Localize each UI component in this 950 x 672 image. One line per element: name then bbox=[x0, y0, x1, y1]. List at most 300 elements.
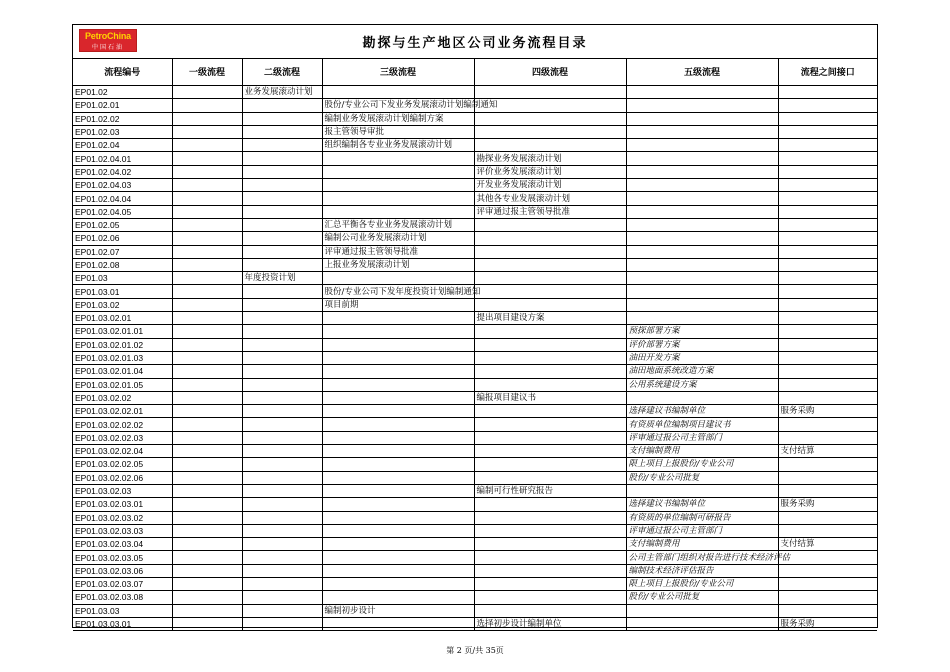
table-row bbox=[73, 498, 877, 511]
cell-level1 bbox=[172, 445, 242, 458]
cell-level5 bbox=[626, 112, 778, 125]
cell-level5 bbox=[626, 298, 778, 311]
table-row bbox=[73, 445, 877, 458]
cell-interface bbox=[778, 378, 877, 391]
cell-level2 bbox=[242, 471, 322, 484]
cell-level3: 编制初步设计 bbox=[322, 604, 474, 617]
logo-brand: PetroChina bbox=[84, 31, 131, 41]
cell-level3 bbox=[322, 458, 474, 471]
cell-level5 bbox=[626, 232, 778, 245]
cell-interface: 服务采购 bbox=[778, 498, 877, 511]
cell-code: EP01.03.02.01.02 bbox=[73, 338, 172, 351]
cell-level3 bbox=[322, 445, 474, 458]
table-row bbox=[73, 232, 877, 245]
cell-level2 bbox=[242, 351, 322, 364]
cell-code: EP01.03.02.03.04 bbox=[73, 538, 172, 551]
cell-level3 bbox=[322, 152, 474, 165]
cell-code: EP01.03.02.01.01 bbox=[73, 325, 172, 338]
cell-level4 bbox=[474, 551, 626, 564]
cell-level4: 评价业务发展滚动计划 bbox=[474, 165, 626, 178]
logo-subtitle: 中国石油 bbox=[91, 44, 124, 51]
cell-level2 bbox=[242, 165, 322, 178]
table-row bbox=[73, 112, 877, 125]
table-row bbox=[73, 538, 877, 551]
table-row bbox=[73, 312, 877, 325]
cell-interface bbox=[778, 245, 877, 258]
cell-level2 bbox=[242, 245, 322, 258]
table-row bbox=[73, 179, 877, 192]
cell-level5 bbox=[626, 99, 778, 112]
cell-level2 bbox=[242, 524, 322, 537]
cell-level2 bbox=[242, 139, 322, 152]
cell-level1 bbox=[172, 431, 242, 444]
cell-level5 bbox=[626, 312, 778, 325]
cell-level2: 年度投资计划 bbox=[242, 272, 322, 285]
cell-level2 bbox=[242, 205, 322, 218]
cell-level2 bbox=[242, 192, 322, 205]
catalog-sheet bbox=[72, 24, 878, 628]
cell-level3 bbox=[322, 431, 474, 444]
cell-level2 bbox=[242, 431, 322, 444]
cell-code: EP01.02.03 bbox=[73, 125, 172, 138]
cell-code: EP01.03 bbox=[73, 272, 172, 285]
table-row bbox=[73, 365, 877, 378]
col-header-level5: 五级流程 bbox=[626, 58, 778, 86]
cell-interface: 支付结算 bbox=[778, 445, 877, 458]
cell-level3 bbox=[322, 418, 474, 431]
table-row bbox=[73, 391, 877, 404]
cell-level3 bbox=[322, 564, 474, 577]
cell-level2 bbox=[242, 498, 322, 511]
table-row bbox=[73, 245, 877, 258]
cell-level4 bbox=[474, 232, 626, 245]
table-row bbox=[73, 351, 877, 364]
cell-level4: 选择初步设计编制单位 bbox=[474, 617, 626, 630]
cell-code: EP01.03.02.02.06 bbox=[73, 471, 172, 484]
cell-code: EP01.03.02.01.03 bbox=[73, 351, 172, 364]
cell-code: EP01.02 bbox=[73, 86, 172, 99]
cell-level1 bbox=[172, 391, 242, 404]
cell-level1 bbox=[172, 498, 242, 511]
cell-interface bbox=[778, 192, 877, 205]
cell-code: EP01.03.02.02.05 bbox=[73, 458, 172, 471]
cell-level1 bbox=[172, 617, 242, 630]
cell-interface bbox=[778, 99, 877, 112]
cell-level5 bbox=[626, 86, 778, 99]
cell-level3 bbox=[322, 192, 474, 205]
cell-level5 bbox=[626, 258, 778, 271]
cell-interface bbox=[778, 551, 877, 564]
cell-level5: 评审通过报公司主管部门 bbox=[626, 431, 778, 444]
cell-interface bbox=[778, 165, 877, 178]
table-row bbox=[73, 272, 877, 285]
cell-level5 bbox=[626, 152, 778, 165]
cell-level2 bbox=[242, 365, 322, 378]
cell-interface bbox=[778, 152, 877, 165]
cell-code: EP01.03.02.03.05 bbox=[73, 551, 172, 564]
cell-level3 bbox=[322, 484, 474, 497]
header-row bbox=[73, 58, 877, 86]
cell-interface bbox=[778, 418, 877, 431]
cell-level5: 公用系统建设方案 bbox=[626, 378, 778, 391]
table-row bbox=[73, 524, 877, 537]
cell-code: EP01.03.02.03.01 bbox=[73, 498, 172, 511]
table-row bbox=[73, 152, 877, 165]
cell-level3 bbox=[322, 338, 474, 351]
cell-interface bbox=[778, 325, 877, 338]
cell-interface: 服务采购 bbox=[778, 617, 877, 630]
cell-level1 bbox=[172, 165, 242, 178]
cell-interface bbox=[778, 139, 877, 152]
cell-code: EP01.02.08 bbox=[73, 258, 172, 271]
cell-level2 bbox=[242, 285, 322, 298]
col-header-level2: 二级流程 bbox=[242, 58, 322, 86]
process-table bbox=[73, 58, 877, 631]
cell-level5 bbox=[626, 617, 778, 630]
cell-level5 bbox=[626, 165, 778, 178]
cell-level5 bbox=[626, 484, 778, 497]
cell-level2 bbox=[242, 445, 322, 458]
cell-level2 bbox=[242, 258, 322, 271]
cell-level1 bbox=[172, 378, 242, 391]
cell-level1 bbox=[172, 125, 242, 138]
cell-level5: 评审通过报公司主管部门 bbox=[626, 524, 778, 537]
cell-level3 bbox=[322, 378, 474, 391]
cell-level4: 勘探业务发展滚动计划 bbox=[474, 152, 626, 165]
cell-level5 bbox=[626, 125, 778, 138]
cell-interface bbox=[778, 564, 877, 577]
table-row bbox=[73, 378, 877, 391]
document-title: 勘探与生产地区公司业务流程目录 bbox=[362, 36, 588, 51]
cell-level5 bbox=[626, 179, 778, 192]
cell-level2 bbox=[242, 152, 322, 165]
cell-code: EP01.03.02.01.04 bbox=[73, 365, 172, 378]
cell-interface bbox=[778, 179, 877, 192]
cell-interface: 支付结算 bbox=[778, 538, 877, 551]
cell-code: EP01.03.02.03.06 bbox=[73, 564, 172, 577]
cell-code: EP01.03.02.03.02 bbox=[73, 511, 172, 524]
cell-level2 bbox=[242, 564, 322, 577]
cell-level3 bbox=[322, 405, 474, 418]
table-row bbox=[73, 484, 877, 497]
cell-level2 bbox=[242, 99, 322, 112]
cell-level1 bbox=[172, 604, 242, 617]
cell-level1 bbox=[172, 484, 242, 497]
cell-level5 bbox=[626, 205, 778, 218]
cell-code: EP01.02.04.05 bbox=[73, 205, 172, 218]
cell-level4 bbox=[474, 258, 626, 271]
col-header-level1: 一级流程 bbox=[172, 58, 242, 86]
table-row bbox=[73, 617, 877, 630]
cell-interface bbox=[778, 391, 877, 404]
cell-level5 bbox=[626, 272, 778, 285]
cell-interface bbox=[778, 591, 877, 604]
cell-interface bbox=[778, 218, 877, 231]
cell-interface bbox=[778, 205, 877, 218]
cell-level2 bbox=[242, 591, 322, 604]
cell-level1 bbox=[172, 405, 242, 418]
cell-level2 bbox=[242, 112, 322, 125]
cell-level1 bbox=[172, 551, 242, 564]
cell-level3: 汇总平衡各专业业务发展滚动计划 bbox=[322, 218, 474, 231]
cell-level2 bbox=[242, 405, 322, 418]
cell-interface bbox=[778, 484, 877, 497]
cell-level1 bbox=[172, 86, 242, 99]
cell-level1 bbox=[172, 524, 242, 537]
page-footer: 第 2 页/共 35页 bbox=[446, 646, 504, 655]
table-row bbox=[73, 511, 877, 524]
cell-level4: 评审通过报主管领导批准 bbox=[474, 205, 626, 218]
cell-level3 bbox=[322, 511, 474, 524]
cell-level3: 股份/专业公司下发年度投资计划编制通知 bbox=[322, 285, 474, 298]
cell-level1 bbox=[172, 139, 242, 152]
cell-level4 bbox=[474, 112, 626, 125]
cell-level5: 限上项目上报股份/专业公司 bbox=[626, 577, 778, 590]
cell-level1 bbox=[172, 471, 242, 484]
cell-level1 bbox=[172, 298, 242, 311]
cell-level5: 股份/专业公司批复 bbox=[626, 591, 778, 604]
cell-level3 bbox=[322, 591, 474, 604]
cell-level4 bbox=[474, 405, 626, 418]
cell-level1 bbox=[172, 365, 242, 378]
cell-level4: 编制可行性研究报告 bbox=[474, 484, 626, 497]
cell-level5: 油田开发方案 bbox=[626, 351, 778, 364]
cell-level4 bbox=[474, 591, 626, 604]
cell-level4 bbox=[474, 285, 626, 298]
cell-level5 bbox=[626, 218, 778, 231]
table-row bbox=[73, 458, 877, 471]
cell-level1 bbox=[172, 538, 242, 551]
cell-code: EP01.03.02.02.01 bbox=[73, 405, 172, 418]
cell-level4 bbox=[474, 511, 626, 524]
table-row bbox=[73, 258, 877, 271]
cell-level2 bbox=[242, 218, 322, 231]
cell-code: EP01.03.02 bbox=[73, 298, 172, 311]
table-row bbox=[73, 86, 877, 99]
cell-code: EP01.03.02.01 bbox=[73, 312, 172, 325]
cell-level5: 油田地面系统改造方案 bbox=[626, 365, 778, 378]
cell-level4 bbox=[474, 139, 626, 152]
title-row bbox=[73, 25, 877, 59]
cell-level3: 报主管领导审批 bbox=[322, 125, 474, 138]
cell-code: EP01.03.01 bbox=[73, 285, 172, 298]
cell-interface bbox=[778, 298, 877, 311]
cell-level4 bbox=[474, 458, 626, 471]
table-row bbox=[73, 338, 877, 351]
cell-level1 bbox=[172, 564, 242, 577]
cell-level2 bbox=[242, 577, 322, 590]
cell-level4 bbox=[474, 378, 626, 391]
cell-code: EP01.03.02.01.05 bbox=[73, 378, 172, 391]
table-row bbox=[73, 165, 877, 178]
table-row bbox=[73, 604, 877, 617]
table-row bbox=[73, 418, 877, 431]
cell-level3 bbox=[322, 577, 474, 590]
cell-level4 bbox=[474, 338, 626, 351]
col-header-interface: 流程之间接口 bbox=[778, 58, 877, 86]
cell-interface bbox=[778, 471, 877, 484]
cell-code: EP01.02.04.02 bbox=[73, 165, 172, 178]
cell-level5: 股份/专业公司批复 bbox=[626, 471, 778, 484]
cell-level1 bbox=[172, 312, 242, 325]
table-row bbox=[73, 405, 877, 418]
cell-level1 bbox=[172, 338, 242, 351]
cell-code: EP01.03.03.01 bbox=[73, 617, 172, 630]
cell-level4 bbox=[474, 218, 626, 231]
cell-level3 bbox=[322, 312, 474, 325]
cell-level1 bbox=[172, 99, 242, 112]
cell-level2: 业务发展滚动计划 bbox=[242, 86, 322, 99]
cell-level3: 组织编制各专业业务发展滚动计划 bbox=[322, 139, 474, 152]
cell-level1 bbox=[172, 179, 242, 192]
cell-code: EP01.03.02.03.03 bbox=[73, 524, 172, 537]
cell-level3 bbox=[322, 272, 474, 285]
cell-level5: 选择建议书编制单位 bbox=[626, 498, 778, 511]
cell-level5: 预探部署方案 bbox=[626, 325, 778, 338]
cell-code: EP01.03.02.03.07 bbox=[73, 577, 172, 590]
cell-code: EP01.03.02.03.08 bbox=[73, 591, 172, 604]
cell-level1 bbox=[172, 511, 242, 524]
cell-code: EP01.03.02.02.02 bbox=[73, 418, 172, 431]
cell-interface bbox=[778, 365, 877, 378]
cell-level4 bbox=[474, 86, 626, 99]
cell-interface bbox=[778, 511, 877, 524]
cell-level5: 编制技术经济评估报告 bbox=[626, 564, 778, 577]
cell-level2 bbox=[242, 298, 322, 311]
cell-level4 bbox=[474, 298, 626, 311]
cell-code: EP01.02.05 bbox=[73, 218, 172, 231]
table-row bbox=[73, 564, 877, 577]
cell-code: EP01.02.04.04 bbox=[73, 192, 172, 205]
cell-level3 bbox=[322, 617, 474, 630]
cell-level3 bbox=[322, 325, 474, 338]
cell-interface bbox=[778, 86, 877, 99]
cell-level5 bbox=[626, 604, 778, 617]
cell-level4 bbox=[474, 577, 626, 590]
cell-level5: 支付编制费用 bbox=[626, 445, 778, 458]
cell-level1 bbox=[172, 577, 242, 590]
cell-code: EP01.02.06 bbox=[73, 232, 172, 245]
cell-level3 bbox=[322, 205, 474, 218]
cell-level4: 编报项目建议书 bbox=[474, 391, 626, 404]
cell-level5: 有资质的单位编制可研报告 bbox=[626, 511, 778, 524]
col-header-code: 流程编号 bbox=[73, 58, 172, 86]
cell-level2 bbox=[242, 179, 322, 192]
cell-level1 bbox=[172, 458, 242, 471]
cell-level4 bbox=[474, 498, 626, 511]
cell-interface: 服务采购 bbox=[778, 405, 877, 418]
cell-level4: 提出项目建设方案 bbox=[474, 312, 626, 325]
cell-level1 bbox=[172, 258, 242, 271]
cell-level5: 有资质单位编制项目建议书 bbox=[626, 418, 778, 431]
table-row bbox=[73, 551, 877, 564]
cell-level2 bbox=[242, 604, 322, 617]
cell-level2 bbox=[242, 325, 322, 338]
cell-level1 bbox=[172, 272, 242, 285]
cell-level3: 股份/专业公司下发业务发展滚动计划编制通知 bbox=[322, 99, 474, 112]
cell-level3 bbox=[322, 86, 474, 99]
cell-level5: 选择建议书编制单位 bbox=[626, 405, 778, 418]
table-row bbox=[73, 99, 877, 112]
cell-level2 bbox=[242, 617, 322, 630]
cell-interface bbox=[778, 604, 877, 617]
cell-interface bbox=[778, 338, 877, 351]
cell-level3 bbox=[322, 365, 474, 378]
cell-code: EP01.02.04.01 bbox=[73, 152, 172, 165]
table-row bbox=[73, 125, 877, 138]
cell-level3: 评审通过报主管领导批准 bbox=[322, 245, 474, 258]
cell-interface bbox=[778, 577, 877, 590]
cell-level1 bbox=[172, 205, 242, 218]
table-row bbox=[73, 218, 877, 231]
table-row bbox=[73, 285, 877, 298]
cell-code: EP01.02.04.03 bbox=[73, 179, 172, 192]
cell-level3: 编制业务发展滚动计划编制方案 bbox=[322, 112, 474, 125]
cell-level2 bbox=[242, 538, 322, 551]
table-row bbox=[73, 298, 877, 311]
cell-level3 bbox=[322, 351, 474, 364]
cell-level4 bbox=[474, 604, 626, 617]
cell-level5 bbox=[626, 245, 778, 258]
table-row bbox=[73, 591, 877, 604]
cell-level4 bbox=[474, 272, 626, 285]
cell-interface bbox=[778, 458, 877, 471]
cell-level5 bbox=[626, 139, 778, 152]
cell-level1 bbox=[172, 152, 242, 165]
table-row bbox=[73, 431, 877, 444]
cell-level3 bbox=[322, 165, 474, 178]
cell-level2 bbox=[242, 484, 322, 497]
cell-code: EP01.02.07 bbox=[73, 245, 172, 258]
table-row bbox=[73, 139, 877, 152]
table-row bbox=[73, 325, 877, 338]
cell-level1 bbox=[172, 418, 242, 431]
cell-level5: 支付编制费用 bbox=[626, 538, 778, 551]
cell-code: EP01.03.02.02.03 bbox=[73, 431, 172, 444]
cell-level5 bbox=[626, 285, 778, 298]
cell-level2 bbox=[242, 338, 322, 351]
cell-level3 bbox=[322, 498, 474, 511]
cell-interface bbox=[778, 312, 877, 325]
cell-level3: 项目前期 bbox=[322, 298, 474, 311]
cell-level1 bbox=[172, 232, 242, 245]
cell-level4 bbox=[474, 471, 626, 484]
cell-interface bbox=[778, 351, 877, 364]
cell-level2 bbox=[242, 232, 322, 245]
cell-level1 bbox=[172, 351, 242, 364]
table-row bbox=[73, 192, 877, 205]
table-row bbox=[73, 205, 877, 218]
cell-interface bbox=[778, 285, 877, 298]
cell-level4 bbox=[474, 125, 626, 138]
cell-level3 bbox=[322, 524, 474, 537]
cell-level2 bbox=[242, 458, 322, 471]
cell-level1 bbox=[172, 285, 242, 298]
cell-level5: 限上项目上报股份/专业公司 bbox=[626, 458, 778, 471]
cell-level4 bbox=[474, 445, 626, 458]
cell-level3 bbox=[322, 179, 474, 192]
cell-level4 bbox=[474, 418, 626, 431]
cell-level4: 其他各专业发展滚动计划 bbox=[474, 192, 626, 205]
cell-interface bbox=[778, 431, 877, 444]
cell-level4 bbox=[474, 325, 626, 338]
cell-code: EP01.03.02.02 bbox=[73, 391, 172, 404]
cell-level1 bbox=[172, 591, 242, 604]
cell-level4: 开发业务发展滚动计划 bbox=[474, 179, 626, 192]
cell-code: EP01.03.02.03 bbox=[73, 484, 172, 497]
cell-level2 bbox=[242, 391, 322, 404]
col-header-level3: 三级流程 bbox=[322, 58, 474, 86]
